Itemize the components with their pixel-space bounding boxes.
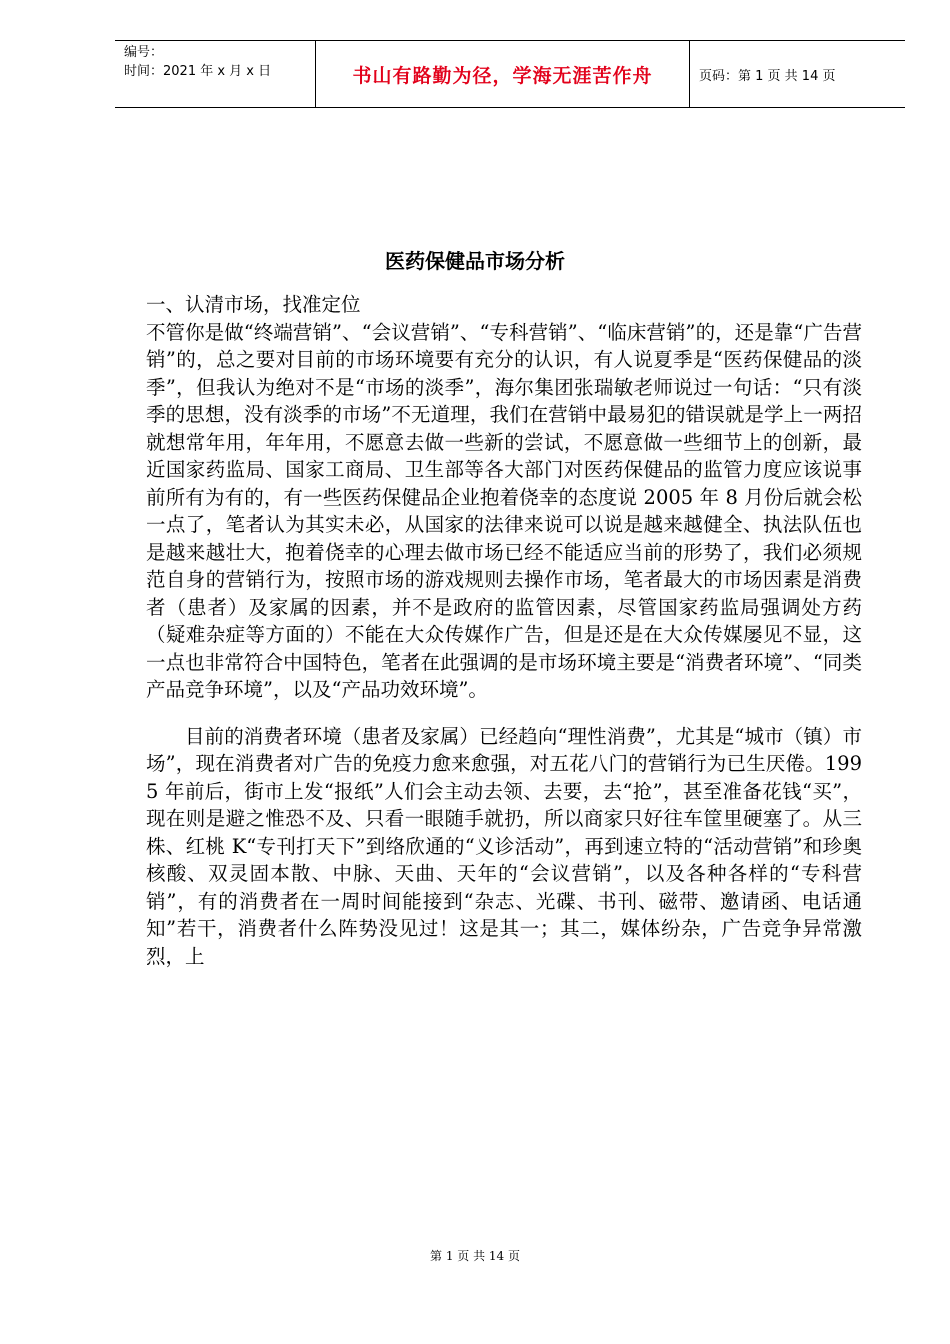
page-footer: 第 1 页 共 14 页 <box>430 1249 520 1263</box>
section-heading: 一、认清市场，找准定位 <box>146 293 361 316</box>
date-label: 时间：2021 年 x 月 x 日 <box>124 64 272 79</box>
document-body <box>146 291 862 970</box>
header-motto-cell <box>315 41 690 107</box>
serial-number-label: 编号： <box>124 45 164 60</box>
document-title: 医药保健品市场分析 <box>385 249 565 273</box>
paragraph-1: 不管你是做“终端营销”、“会议营销”、“专科营销”、“临床营销”的，还是靠“广告营销”的，总之要对目前的市场环境要有充分的认识，有人说夏季是“医药保健品的淡季”，但我认为绝对不是“市场的淡季”，海尔集团张瑞敏老师说过一句话：“只有淡季的思想，没有淡季的市场”不无道理，我们在营销中最易犯的错误就是学上一两招就想常年用，年年用，不愿意去做一些新的尝试，不愿意做一些细节上的创新，最近国家药监局、国家工商局、卫生部等各大部门对医药保健品的监管力度应该说事前所有为有的，有一些医药保健品企业抱着侥幸的态度说 2005 年 8 月份后就会松一点了，笔者认为其实未必，从国家的法律来说可以说是越来越健全、执法队伍也是越来越壮大，抱着侥幸的心理去做市场已经不能适应当前的形势了，我们必须规范自身的营销行为，按照市场的游戏规则去操作市场，笔者最大的市场因素是消费者（患者）及家属的因素，并不是政府的监管因素，尽管国家药监局强调处方药（疑难杂症等方面的）不能在大众传媒作广告，但是还是在大众传媒屡见不显，这一点也非常符合中国特色，笔者在此强调的是市场环境主要是“消费者环境”、“同类产品竞争环境”，以及“产品功效环境”。 <box>146 320 862 701</box>
paragraph-2: 目前的消费者环境（患者及家属）已经趋向“理性消费”，尤其是“城市（镇）市场”，现在消费者对广告的免疫力愈来愈强，对五花八门的营销行为已生厌倦。1995 年前后，街市上发“报纸”人们会主动去领、去要，去“抢”，甚至准备花钱“买”，现在则是避之惟恐不及、只看一眼随手就扔，所以商家只好往车筐里硬塞了。从三株、红桃 K“专刊打天下”到络欣通的“义诊活动”，再到速立特的“活动营销”和珍奥核酸、双灵固本散、中脉、天曲、天年的“会议营销”，以及各种各样的“专科营销”，有的消费者在一周时间能接到“杂志、光碟、书刊、磁带、邀请函、电话通知”若干，消费者什么阵势没见过！这是其一；其二，媒体纷杂，广告竞争异常激烈，上 <box>146 724 862 968</box>
header-motto: 书山有路勤为径，学海无涯苦作舟 <box>352 64 653 87</box>
header-meta-cell <box>115 41 315 107</box>
header-page-cell <box>690 41 905 107</box>
header-page-info: 页码：第 1 页 共 14 页 <box>699 68 836 84</box>
header-table <box>115 40 905 108</box>
